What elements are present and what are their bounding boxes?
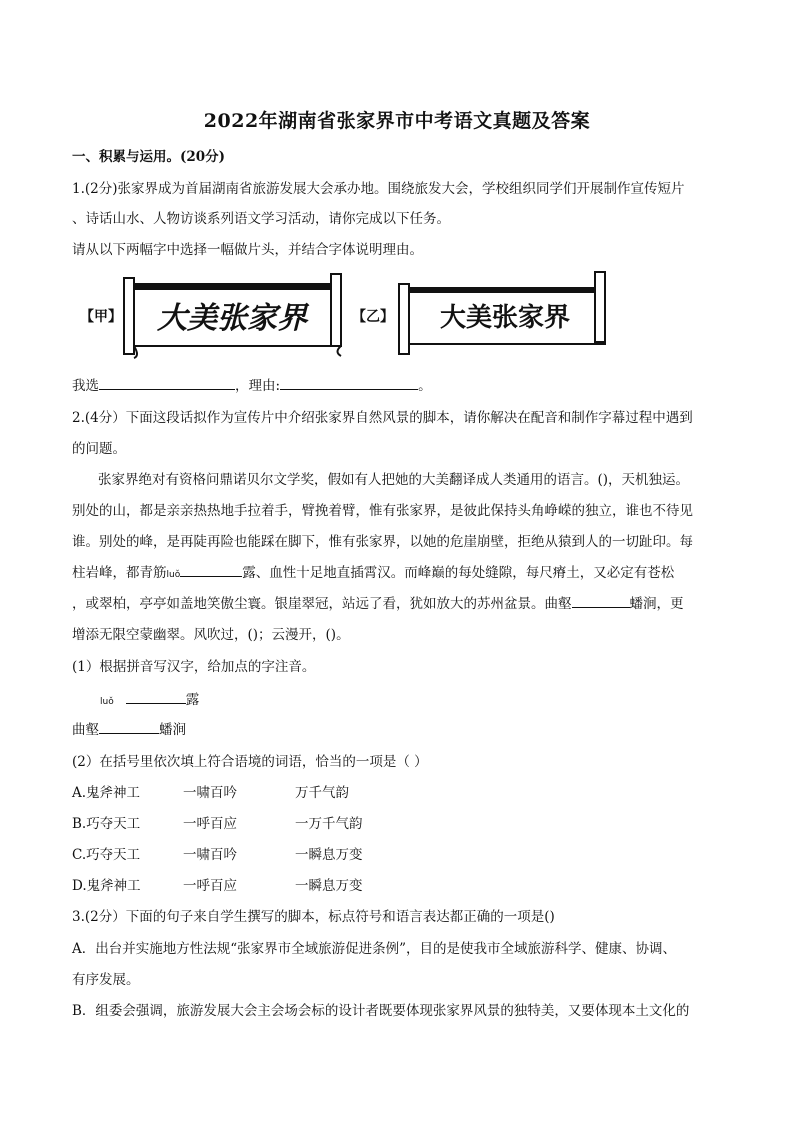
qu-he-blank[interactable] bbox=[572, 593, 630, 608]
q2-para-line6: 增添无限空蒙幽翠。风吹过，()；云漫开，()。 bbox=[72, 627, 350, 643]
option-b-label[interactable]: B.巧夺天工 bbox=[72, 816, 141, 832]
choose-blank[interactable] bbox=[99, 375, 235, 390]
option-a-c: 万千气韵 bbox=[295, 785, 349, 801]
reason-label: ，理由: bbox=[235, 378, 281, 394]
option-c-b: 一啸百吟 bbox=[183, 847, 237, 863]
sub1-pinyin: luǒ bbox=[100, 697, 114, 707]
end-mark: 。 bbox=[418, 378, 432, 394]
q1-line3: 请从以下两幅字中选择一幅做片头，并结合字体说明理由。 bbox=[72, 242, 423, 258]
option-d-c: 一瞬息万变 bbox=[295, 878, 363, 894]
q3-option-a-line2: 有序发展。 bbox=[72, 972, 140, 988]
option-b-c: 一万千气韵 bbox=[295, 816, 363, 832]
para4-start: 柱岩峰，都青筋 bbox=[72, 565, 167, 581]
q3-option-b-line1: B．组委会强调，旅游发展大会主会场会标的设计者既要体现张家界风景的独特美，又要体现本土文化的 bbox=[72, 1003, 690, 1019]
sub1-blank-1[interactable] bbox=[126, 689, 186, 704]
option-a-b: 一啸百吟 bbox=[183, 785, 237, 801]
q3-option-a-line1: A．出台并实施地方性法规“张家界市全域旅游促进条例”，目的是使我市全域旅游科学、健康、协调、 bbox=[72, 941, 677, 957]
option-d-label[interactable]: D.鬼斧神工 bbox=[72, 878, 141, 894]
sub1-word-1: 露 bbox=[185, 692, 200, 708]
option-d-b: 一呼百应 bbox=[183, 878, 237, 894]
reason-blank[interactable] bbox=[280, 375, 418, 390]
sub1-answer-1 bbox=[100, 688, 199, 708]
choose-label: 我选 bbox=[72, 378, 99, 394]
pinyin-luo: luǒ bbox=[166, 570, 181, 580]
luo-blank[interactable] bbox=[180, 562, 242, 577]
option-b-b: 一呼百应 bbox=[183, 816, 237, 832]
q2-sub1: (1）根据拼音写汉字，给加点的字注音。 bbox=[72, 659, 316, 675]
sub1-answer-2 bbox=[72, 718, 186, 738]
scroll-yi-image bbox=[395, 268, 615, 358]
sub1-word-2b: 蟠涧 bbox=[159, 722, 186, 738]
q2-para-line3: 谁。别处的峰，是再陡再险也能踩在脚下，惟有张家界，以她的危崖崩壁，拒绝从猿到人的一切趾印。每 bbox=[72, 534, 693, 550]
scroll-jia-text: 大美张家界 bbox=[157, 301, 307, 336]
option-a-label[interactable]: A.鬼斧神工 bbox=[72, 785, 141, 801]
q2-para-line1: 张家界绝对有资格问鼎诺贝尔文学奖，假如有人把她的大美翻译成人类通用的语言。()，天机独运。 bbox=[98, 472, 690, 488]
q2-sub2: (2）在括号里依次填上符合语境的词语，恰当的一项是（ ） bbox=[72, 754, 428, 770]
option-c-label[interactable]: C.巧夺天工 bbox=[72, 847, 141, 863]
q3-line1: 3.(2分）下面的句子来自学生撰写的脚本，标点符号和语言表达都正确的一项是() bbox=[72, 909, 555, 925]
q2-para-line5 bbox=[72, 592, 684, 612]
q2-line1: 2.(4分）下面这段话拟作为宣传片中介绍张家界自然风景的脚本，请你解决在配音和制作字幕过程中遇到 bbox=[72, 410, 693, 426]
page-title: 2022年湖南省张家界市中考语文真题及答案 bbox=[203, 110, 591, 132]
q2-line2: 的问题。 bbox=[72, 441, 126, 457]
para4-end: 露、血性十足地直插霄汉。而峰巅的每处缝隙，每尺瘠土，又必定有苍松 bbox=[242, 565, 675, 581]
q1-answer-line bbox=[72, 374, 432, 394]
section-heading: 一、积累与运用。(20分) bbox=[72, 149, 226, 165]
tag-jia: 【甲】 bbox=[80, 309, 122, 325]
sub1-word-2a: 曲壑 bbox=[72, 722, 99, 738]
para5-end: 蟠涧，更 bbox=[629, 596, 684, 612]
sub1-blank-2[interactable] bbox=[99, 719, 159, 734]
q2-para-line2: 别处的山，都是亲亲热热地手拉着手，臂挽着臂，惟有张家界，是彼此保持头角峥嵘的独立，谁也不待见 bbox=[72, 503, 693, 519]
para5-start: ，或翠柏，亭亭如盖地笑傲尘寰。银崖翠冠，站远了看，犹如放大的苏州盆景。曲壑 bbox=[72, 596, 572, 612]
scroll-yi-text: 大美张家界 bbox=[439, 303, 571, 333]
q1-line2: 、诗话山水、人物访谈系列语文学习活动，请你完成以下任务。 bbox=[72, 211, 450, 227]
q2-para-line4 bbox=[72, 561, 674, 581]
tag-yi: 【乙】 bbox=[352, 309, 394, 325]
scroll-jia-image bbox=[120, 272, 345, 360]
option-c-c: 一瞬息万变 bbox=[295, 847, 363, 863]
q1-line1: 1.(2分)张家界成为首届湖南省旅游发展大会承办地。围绕旅发大会，学校组织同学们开展制作宣传短片 bbox=[72, 181, 685, 197]
